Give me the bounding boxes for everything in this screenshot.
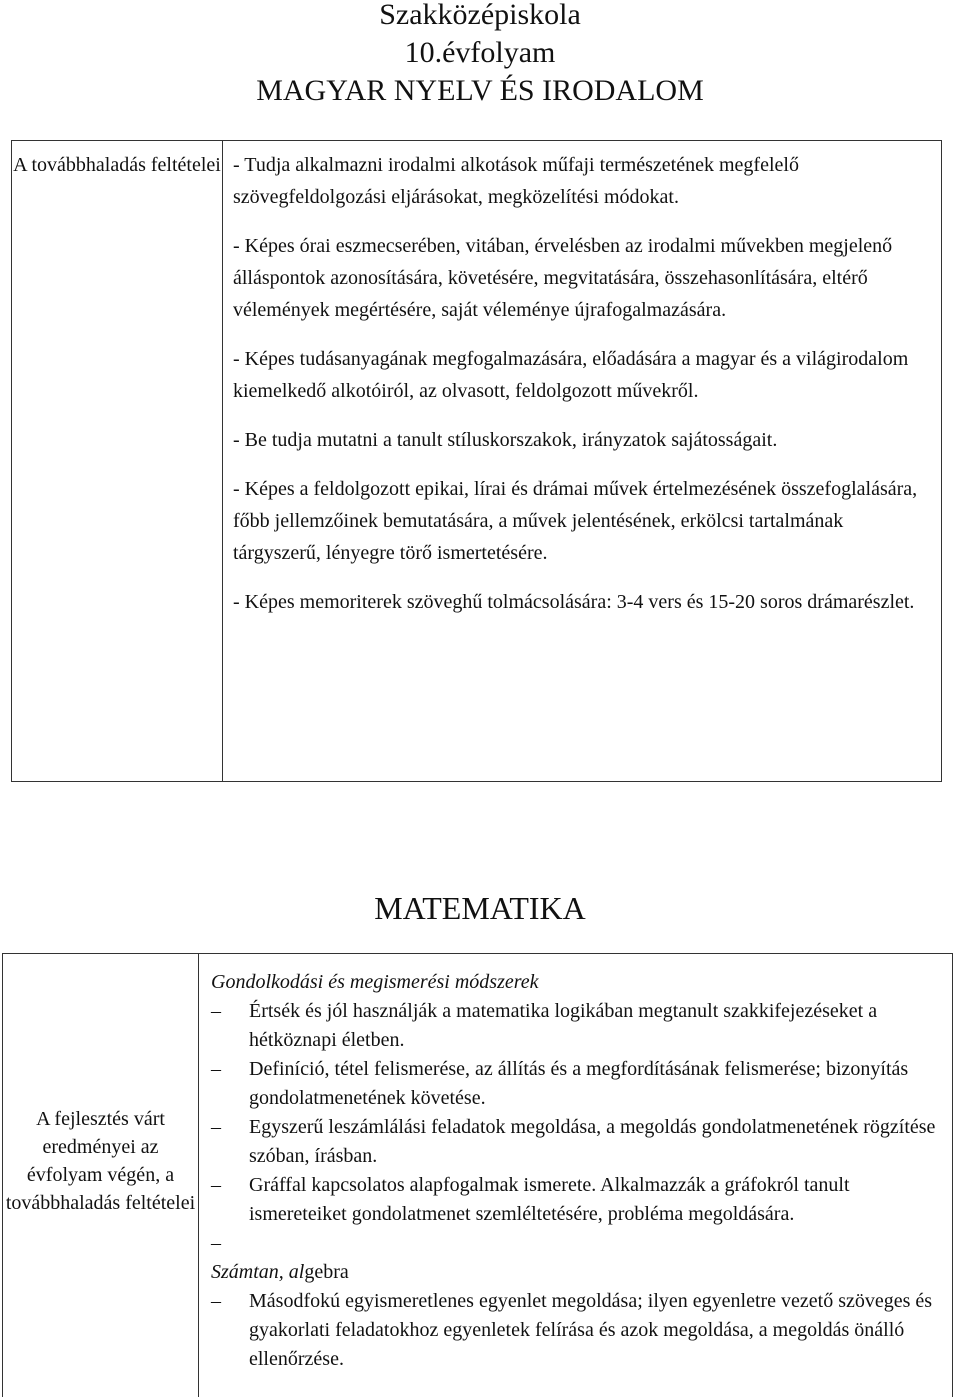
dash-bullet: – — [211, 1232, 221, 1254]
requirements-list — [233, 149, 933, 635]
requirement-item: - Képes memoriterek szöveghű tolmácsolására: 3-4 vers és 15-20 soros drámarészlet. — [233, 591, 915, 613]
requirement-item: - Képes a feldolgozott epikai, lírai és drámai művek értelmezésének összefoglalására, főbb jellemzőinek bemutatására, a művek jelentésének, erkölcsi tartalmának tárgyszerű, lényegre törő ismertetésére. — [233, 478, 918, 564]
requirement-item: - Tudja alkalmazni irodalmi alkotások műfaji természetének megfelelő szövegfeldolgozási eljárásokat, megközelítési módokat. — [233, 154, 799, 208]
list-item-text: Egyszerű leszámlálási feladatok megoldása, a megoldás gondolatmenetének rögzítése szóban, írásban. — [249, 1116, 936, 1167]
section-title-algebra: Számtan, algebra — [211, 1261, 349, 1283]
requirement-item: - Be tudja mutatni a tanult stíluskorszakok, irányzatok sajátosságait. — [233, 429, 778, 451]
section-title-thinking-methods: Gondolkodási és megismerési módszerek — [211, 971, 539, 993]
grade-heading: 10.évfolyam — [404, 36, 556, 69]
list-item-text: Értsék és jól használják a matematika logikában megtanult szakkifejezéseket a hétköznapi életben. — [249, 1000, 878, 1051]
list-item-text: Gráffal kapcsolatos alapfogalmak ismerete. Alkalmazzák a gráfokról tanult ismereteiket gondolatmenet szemléltetésére, probléma megoldására. — [249, 1174, 850, 1225]
list-item — [211, 1113, 951, 1171]
list-item — [211, 1287, 951, 1374]
requirement-item: - Képes órai eszmecserében, vitában, érvelésben az irodalmi művekben megjelenő álláspontok azonosítására, követésére, megvitatására, összehasonlítására, eltérő vélemények megértésére, saját véleménye újrafogalmazására. — [233, 235, 893, 321]
column-divider — [222, 141, 223, 781]
column-divider — [198, 954, 199, 1397]
math-content — [211, 968, 951, 1374]
dash-bullet: – — [211, 1000, 221, 1022]
math-section-title: MATEMATIKA — [374, 890, 586, 926]
list-item — [211, 1055, 951, 1113]
row-label: A fejlesztés várt eredményei az évfolyam végén, a továbbhaladás feltételei — [5, 1108, 196, 1214]
dash-bullet: – — [211, 1290, 221, 1312]
list-item-text: Másodfokú egyismeretlenes egyenlet megoldása; ilyen egyenletre vezető szöveges és gyakorlati feladatokhoz egyenletek felírása és azok megoldása, a megoldás önálló ellenőrzése. — [249, 1290, 933, 1370]
dash-bullet: – — [211, 1058, 221, 1080]
list-item-text: Definíció, tétel felismerése, az állítás és a megfordításának felismerése; bizonyítás gondolatmenetének követése. — [249, 1058, 909, 1109]
requirement-item: - Képes tudásanyagának megfogalmazására, előadására a magyar és a világirodalom kiemelkedő alkotóiról, az olvasott, feldolgozott művekről. — [233, 348, 909, 402]
row-label: A továbbhaladás feltételei — [13, 154, 221, 176]
empty-list-item — [211, 1229, 951, 1258]
school-type-heading: Szakközépiskola — [379, 0, 581, 31]
list-item — [211, 997, 951, 1055]
list-item — [211, 1171, 951, 1229]
math-requirements-table — [2, 953, 953, 1397]
literature-requirements-table — [11, 140, 942, 782]
subject-heading: MAGYAR NYELV ÉS IRODALOM — [256, 74, 704, 107]
dash-bullet: – — [211, 1116, 221, 1138]
dash-bullet: – — [211, 1174, 221, 1196]
